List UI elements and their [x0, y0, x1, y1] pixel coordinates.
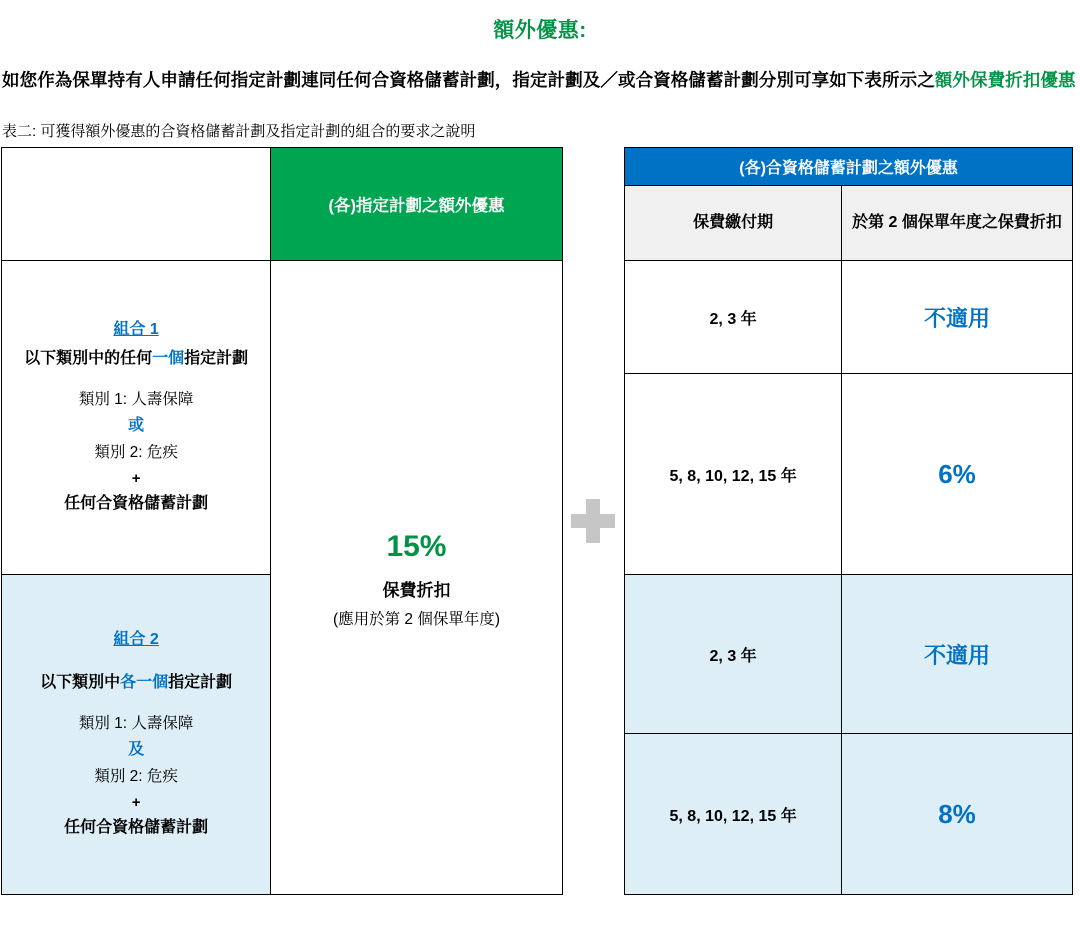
savings-discount-2: 6% — [842, 374, 1073, 575]
savings-discount-4: 8% — [842, 734, 1073, 895]
spacer — [2, 696, 270, 710]
savings-term-2: 5, 8, 10, 12, 15 年 — [625, 374, 842, 575]
savings-plan-group-header: (各)合資格儲蓄計劃之額外優惠 — [625, 148, 1073, 185]
designated-benefit-cell — [271, 261, 562, 895]
combo-2-conjunction: 及 — [128, 741, 145, 759]
page-title: 額外優惠: — [493, 19, 587, 42]
combo-1-savings-plan: 任何合資格儲蓄計劃 — [64, 495, 209, 513]
combo-1-conjunction: 或 — [128, 417, 145, 435]
combo-2-category-1: 類別 1: 人壽保障 — [78, 715, 194, 733]
combo-2-plus: + — [131, 794, 141, 812]
table-header-row-1 — [2, 148, 1073, 185]
combo-2-title: 組合 2 — [113, 631, 159, 649]
empty-corner-cell — [2, 148, 271, 261]
benefits-table — [1, 147, 1073, 895]
combo-1-cell — [2, 261, 271, 575]
designated-plan-header: (各)指定計劃之額外優惠 — [271, 148, 562, 261]
combo-2-savings-plan: 任何合資格儲蓄計劃 — [64, 819, 209, 837]
designated-benefit-percent: 15% — [386, 529, 447, 563]
savings-discount-3: 不適用 — [842, 575, 1073, 734]
combo-1-lead-after: 指定計劃 — [184, 350, 249, 368]
savings-term-3: 2, 3 年 — [625, 575, 842, 734]
combo-2-cell — [2, 575, 271, 895]
combo-1-title: 組合 1 — [113, 321, 159, 339]
table-row — [2, 261, 1073, 374]
combo-2-lead — [2, 671, 270, 694]
combo-1-lead — [2, 347, 270, 370]
combo-2-lead-before: 以下類別中 — [40, 674, 121, 692]
spacer — [2, 657, 270, 671]
intro-text: 如您作為保單持有人申請任何指定計劃連同任何合資格儲蓄計劃，指定計劃及／或合資格儲蓄計劃分別可享如下表所示之 — [2, 70, 935, 90]
combo-1-plus: + — [131, 470, 141, 488]
savings-term-1: 2, 3 年 — [625, 261, 842, 374]
intro-highlight: 額外保費折扣優惠 — [934, 70, 1076, 90]
savings-term-4: 5, 8, 10, 12, 15 年 — [625, 734, 842, 895]
combo-1-lead-highlight: 一個 — [152, 350, 185, 368]
intro-paragraph — [0, 66, 1080, 94]
designated-benefit-note: (應用於第 2 個保單年度) — [332, 611, 500, 629]
document-page — [0, 14, 1080, 943]
combo-1-category-2: 類別 2: 危疾 — [94, 444, 178, 462]
combo-2-lead-highlight: 各一個 — [120, 674, 169, 692]
savings-discount-1: 不適用 — [842, 261, 1073, 374]
designated-benefit-label: 保費折扣 — [382, 580, 451, 600]
second-year-discount-header: 於第 2 個保單年度之保費折扣 — [842, 185, 1073, 261]
combo-2-category-2: 類別 2: 危疾 — [94, 768, 178, 786]
plus-icon — [571, 499, 615, 543]
premium-term-header: 保費繳付期 — [625, 185, 842, 261]
spacer — [2, 372, 270, 386]
table-caption: 表二: 可獲得額外優惠的合資格儲蓄計劃及指定計劃的組合的要求之說明 — [2, 123, 476, 141]
combo-2-lead-after: 指定計劃 — [168, 674, 233, 692]
combo-1-lead-before: 以下類別中的任何 — [24, 350, 153, 368]
plus-separator-cell — [562, 148, 625, 895]
combo-1-category-1: 類別 1: 人壽保障 — [78, 391, 194, 409]
